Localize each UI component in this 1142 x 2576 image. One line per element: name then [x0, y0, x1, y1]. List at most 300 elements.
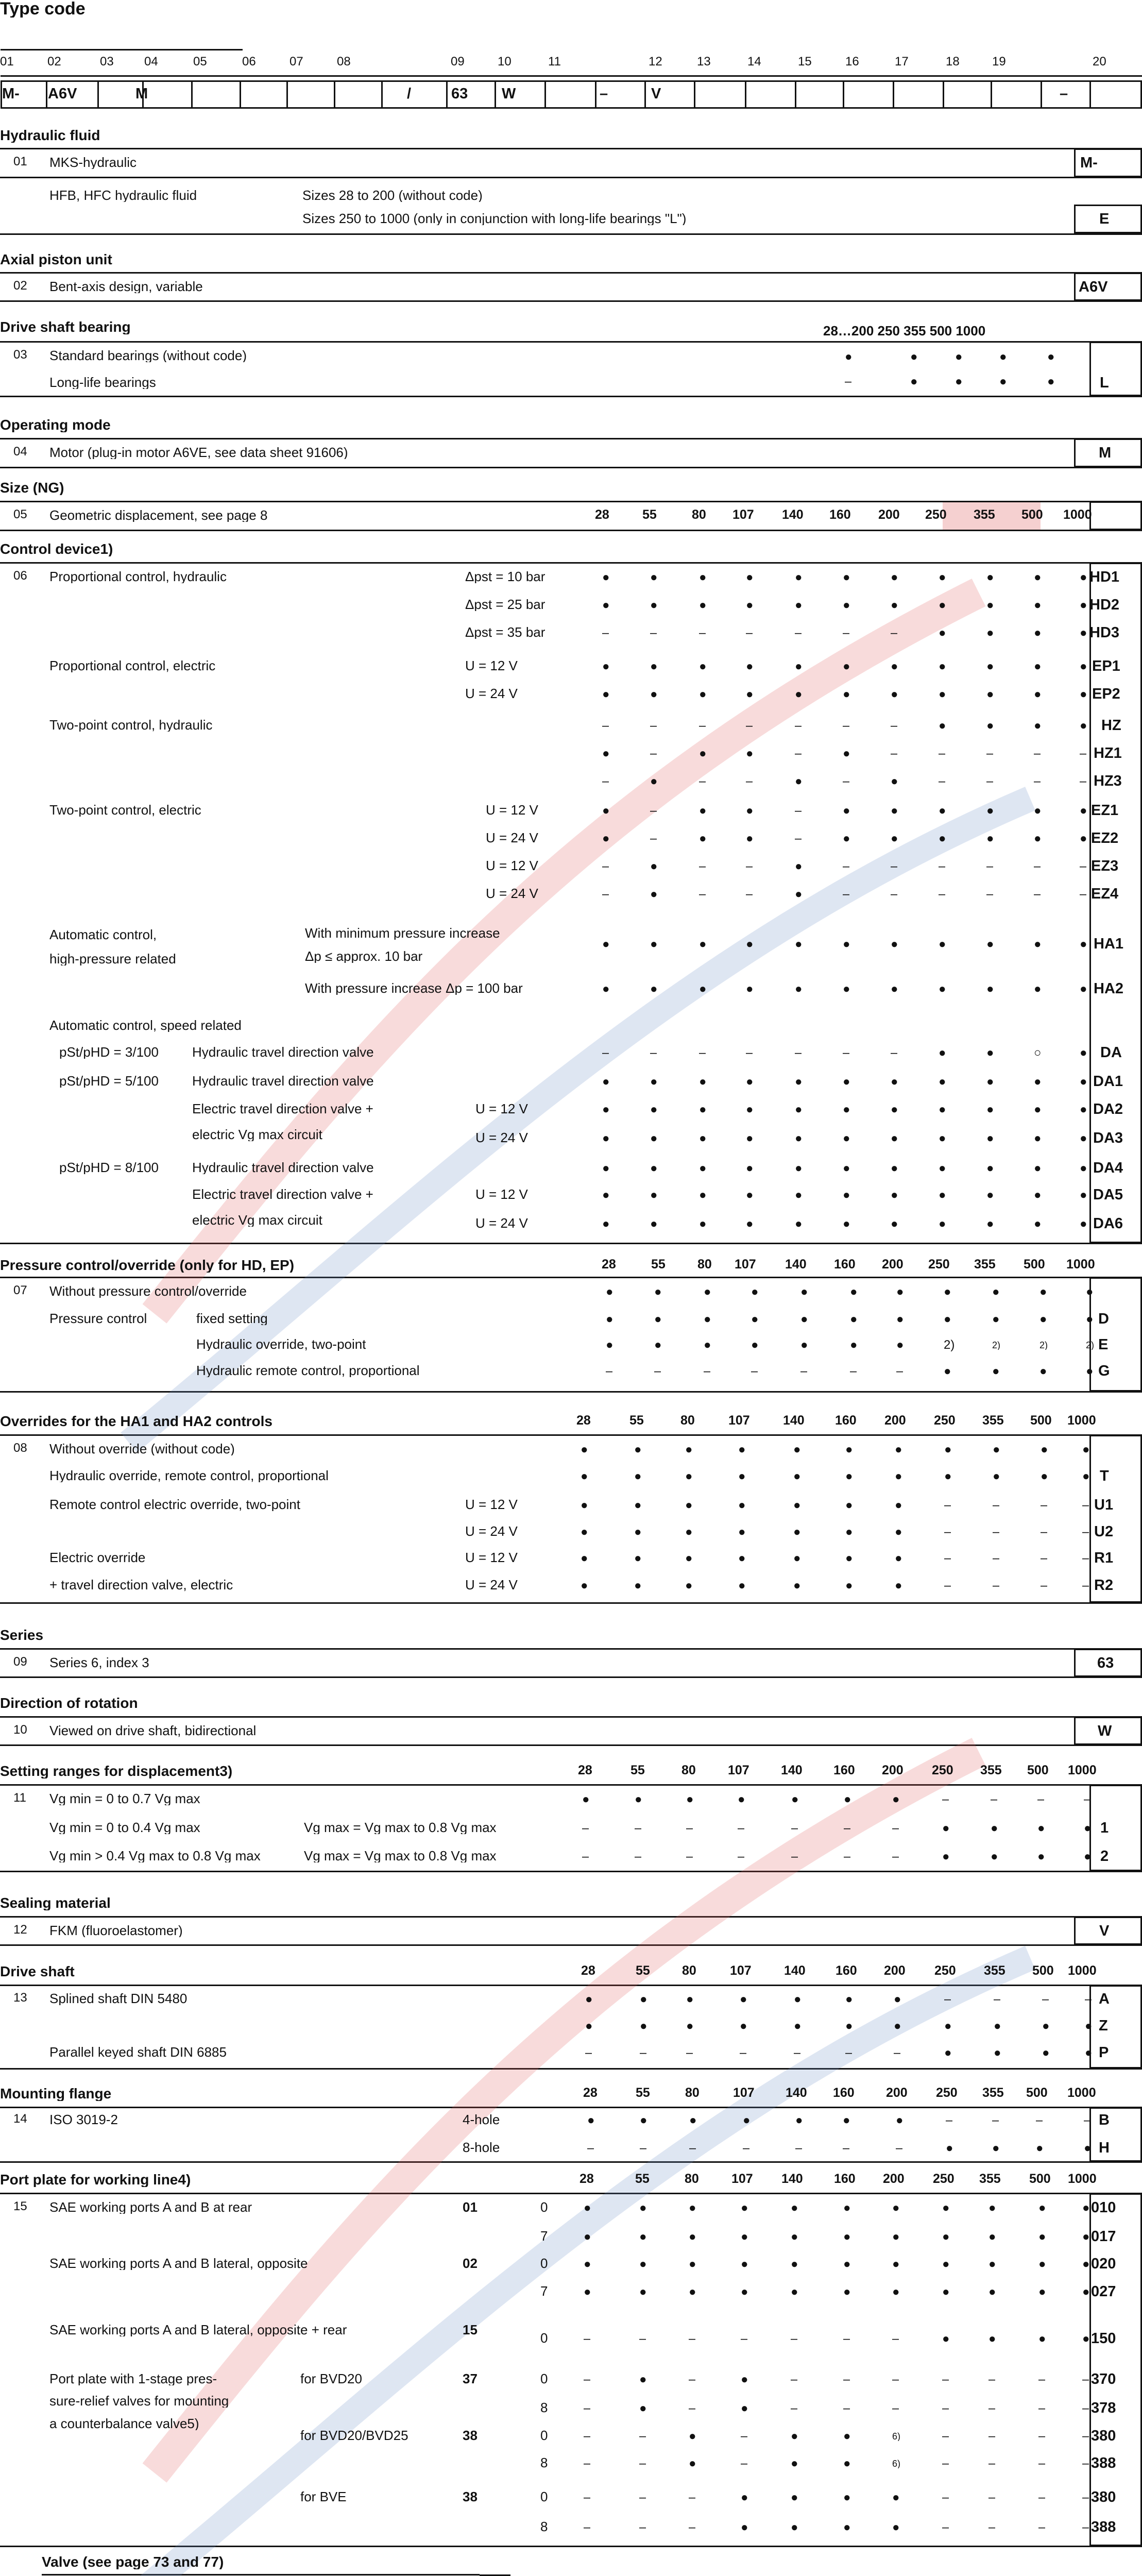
text-202: ●	[843, 833, 850, 845]
text-579: ●	[1037, 1851, 1045, 1863]
text-587: 28	[581, 1964, 595, 1977]
text-618: ●	[894, 2020, 901, 2032]
text-347: ●	[1034, 1189, 1042, 1201]
text-78: Proportional control, hydraulic	[49, 570, 227, 583]
text-805: –	[1082, 2430, 1089, 2443]
text-620: ●	[994, 2020, 1001, 2032]
text-467: U = 12 V	[465, 1498, 518, 1511]
text-578: ●	[991, 1851, 998, 1863]
text-243: ●	[795, 938, 803, 951]
text-409: ●	[896, 1339, 904, 1351]
text-254: ●	[699, 983, 707, 995]
text-79: Δpst = 10 bar	[465, 570, 546, 583]
text-72: 250	[925, 509, 947, 521]
table-rule	[1, 75, 1142, 77]
text-821: 38	[463, 2490, 478, 2503]
text-162: –	[795, 748, 802, 760]
text-730: ●	[1038, 2258, 1046, 2270]
text-787: –	[942, 2402, 949, 2415]
text-35: Sizes 28 to 200 (without code)	[302, 189, 483, 202]
text-288: ●	[939, 1076, 946, 1088]
text-354: ●	[746, 1218, 754, 1230]
text-753: –	[791, 2333, 798, 2345]
text-311: ●	[699, 1132, 707, 1145]
text-344: ●	[891, 1189, 898, 1201]
text-755: –	[892, 2333, 899, 2345]
text-804: –	[1038, 2430, 1046, 2443]
text-828: ●	[843, 2492, 851, 2504]
text-775: –	[988, 2374, 996, 2386]
text-256: ●	[795, 983, 803, 995]
text-803: –	[988, 2430, 996, 2443]
text-85: ●	[843, 571, 850, 584]
text-591: 140	[784, 1964, 806, 1977]
text-177: –	[939, 775, 946, 788]
text-668: –	[743, 2142, 750, 2155]
text-819: 388	[1091, 2456, 1116, 2471]
text-420: –	[800, 1365, 808, 1378]
text-713: ●	[942, 2231, 950, 2243]
text-464: ●	[1082, 1470, 1090, 1483]
text-513: ●	[793, 1580, 801, 1592]
text-387: ●	[1086, 1286, 1094, 1298]
text-637: Mounting flange	[0, 2087, 112, 2101]
text-682: 140	[781, 2173, 803, 2185]
text-237: With minimum pressure increase	[305, 926, 500, 940]
text-476: –	[993, 1499, 1000, 1512]
text-561: –	[844, 1822, 851, 1835]
text-653: ●	[640, 2114, 647, 2127]
text-737: ●	[741, 2286, 748, 2298]
text-823: –	[584, 2492, 591, 2504]
text-532: 80	[681, 1764, 696, 1777]
text-710: ●	[791, 2231, 798, 2243]
table-rule	[595, 80, 596, 107]
text-546: ●	[738, 1793, 745, 1806]
text-520: R2	[1094, 1578, 1114, 1593]
text-98: ●	[843, 599, 850, 612]
text-109: –	[746, 627, 753, 639]
text-483: ●	[685, 1526, 693, 1538]
text-319: ●	[1080, 1132, 1087, 1145]
text-779: 8	[540, 2401, 548, 2414]
text-175: –	[843, 775, 850, 788]
text-180: –	[1080, 775, 1087, 788]
text-203: ●	[891, 833, 898, 845]
text-685: 250	[933, 2173, 954, 2185]
text-196: U = 24 V	[486, 831, 538, 844]
text-336: electric Vg max circuit	[192, 1213, 322, 1227]
text-392: ●	[704, 1313, 711, 1326]
text-523: Series 6, index 3	[49, 1656, 149, 1669]
text-145: Two-point control, hydraulic	[49, 718, 213, 732]
text-436: 250	[934, 1414, 956, 1427]
text-410: 2)	[944, 1339, 955, 1351]
text-665: –	[587, 2142, 594, 2155]
text-217: –	[939, 860, 946, 873]
text-166: –	[986, 748, 994, 760]
text-218: –	[986, 860, 994, 873]
text-459: ●	[845, 1470, 853, 1483]
text-355: ●	[795, 1218, 803, 1230]
text-50: ●	[1047, 351, 1055, 363]
text-461: ●	[944, 1470, 952, 1483]
text-663: B	[1099, 2113, 1110, 2128]
text-62: Size (NG)	[0, 481, 64, 495]
text-69: 140	[782, 509, 804, 521]
text-227: ●	[795, 888, 803, 901]
text-264: Automatic control, speed related	[49, 1019, 242, 1032]
text-619: ●	[944, 2020, 952, 2032]
text-809: –	[639, 2458, 646, 2470]
text-781: ●	[639, 2402, 647, 2415]
text-321: pSt/pHD = 8/100	[59, 1161, 159, 1174]
text-7: 07	[289, 56, 303, 68]
text-543: ●	[582, 1793, 590, 1806]
text-714: ●	[988, 2231, 996, 2243]
text-462: ●	[993, 1470, 1000, 1483]
text-137: ●	[795, 688, 803, 701]
text-134: ●	[650, 688, 658, 701]
text-711: ●	[843, 2231, 851, 2243]
text-622: ●	[1085, 2020, 1093, 2032]
table-rule	[1, 80, 1142, 82]
text-18: 18	[946, 56, 960, 68]
text-100: ●	[939, 599, 946, 612]
text-144: EP2	[1092, 687, 1120, 702]
text-181: HZ3	[1094, 774, 1122, 789]
text-90: ●	[1080, 571, 1087, 584]
text-430: 55	[629, 1414, 644, 1427]
text-635: ●	[1085, 2047, 1093, 2059]
text-390: ●	[606, 1313, 613, 1326]
table-rule	[893, 80, 894, 107]
text-709: ●	[741, 2231, 748, 2243]
text-286: ●	[843, 1076, 850, 1088]
text-312: ●	[746, 1132, 754, 1145]
text-785: –	[843, 2402, 850, 2415]
text-501: ●	[895, 1552, 902, 1565]
text-716: ●	[1082, 2231, 1090, 2243]
text-60: Motor (plug-in motor A6VE, see data sheet 91606)	[49, 446, 348, 459]
text-262: ●	[1080, 983, 1087, 995]
text-359: ●	[986, 1218, 994, 1230]
text-725: ●	[791, 2258, 798, 2270]
text-234: EZ4	[1091, 887, 1119, 902]
text-405: ●	[704, 1339, 711, 1351]
text-223: –	[602, 888, 609, 901]
text-563: ●	[942, 1822, 950, 1835]
text-279: pSt/pHD = 5/100	[59, 1074, 159, 1088]
text-723: ●	[689, 2258, 696, 2270]
text-515: ●	[895, 1580, 902, 1592]
text-428: Overrides for the HA1 and HA2 controls	[0, 1414, 273, 1429]
text-537: 250	[932, 1764, 953, 1777]
text-171: ●	[650, 775, 658, 788]
text-449: ●	[944, 1444, 952, 1456]
text-114: ●	[986, 627, 994, 639]
text-49: ●	[999, 351, 1007, 363]
text-252: ●	[602, 983, 610, 995]
text-595: 355	[984, 1964, 1005, 1977]
text-433: 140	[783, 1414, 805, 1427]
text-606: ●	[894, 1993, 901, 2006]
text-548: ●	[844, 1793, 851, 1806]
text-393: ●	[751, 1313, 759, 1326]
text-703: ●	[1082, 2202, 1090, 2214]
text-679: 55	[635, 2173, 650, 2185]
text-826: ●	[741, 2492, 748, 2504]
text-762: sure-relief valves for mounting	[49, 2394, 229, 2408]
text-654: ●	[689, 2114, 697, 2127]
text-2: 02	[47, 56, 61, 68]
text-216: –	[891, 860, 898, 873]
text-176: ●	[891, 775, 898, 788]
text-261: ●	[1034, 983, 1042, 995]
text-280: Hydraulic travel direction valve	[192, 1074, 374, 1088]
table-rule	[1041, 80, 1042, 107]
text-53: ●	[910, 376, 918, 388]
text-795: –	[584, 2430, 591, 2443]
text-680: 80	[685, 2173, 699, 2185]
text-740: ●	[892, 2286, 900, 2298]
text-307: DA2	[1093, 1102, 1123, 1117]
text-273: –	[891, 1047, 898, 1059]
text-746: SAE working ports A and B lateral, opposite + rear	[49, 2323, 347, 2336]
text-463: ●	[1041, 1470, 1048, 1483]
text-841: ●	[843, 2521, 851, 2534]
text-815: –	[942, 2458, 949, 2470]
text-383: ●	[896, 1286, 904, 1298]
text-127: ●	[939, 660, 946, 673]
text-132: U = 24 V	[465, 687, 518, 700]
text-810: ●	[689, 2458, 696, 2470]
text-119: U = 12 V	[465, 659, 518, 672]
text-586: Drive shaft	[0, 1964, 75, 1979]
text-343: ●	[843, 1189, 850, 1201]
text-30: Hydraulic fluid	[0, 128, 100, 143]
text-66: 55	[642, 509, 657, 521]
text-12: 12	[649, 56, 662, 68]
text-135: ●	[699, 688, 707, 701]
text-832: –	[1038, 2492, 1046, 2504]
text-778: 370	[1091, 2372, 1116, 2387]
text-143: ●	[1080, 688, 1087, 701]
text-329: ●	[891, 1162, 898, 1175]
text-728: ●	[942, 2258, 950, 2270]
table-rule	[240, 80, 241, 107]
text-296: ●	[602, 1104, 610, 1116]
text-764: for BVD20	[300, 2372, 362, 2385]
text-687: 500	[1029, 2173, 1051, 2185]
text-250: HA1	[1094, 937, 1124, 952]
text-446: ●	[793, 1444, 801, 1456]
text-245: ●	[891, 938, 898, 951]
text-333: ●	[1080, 1162, 1087, 1175]
text-788: –	[988, 2402, 996, 2415]
text-303: ●	[939, 1104, 946, 1116]
text-748: 0	[540, 2331, 548, 2345]
text-51: Long-life bearings	[49, 376, 156, 389]
text-160: ●	[699, 748, 707, 760]
text-743: ●	[1038, 2286, 1046, 2298]
text-634: ●	[1042, 2047, 1050, 2059]
text-81: ●	[650, 571, 658, 584]
text-760: 150	[1091, 2331, 1116, 2346]
text-699: ●	[892, 2202, 900, 2214]
text-266: Hydraulic travel direction valve	[192, 1045, 374, 1059]
text-511: ●	[685, 1580, 693, 1592]
text-448: ●	[895, 1444, 902, 1456]
text-482: ●	[634, 1526, 642, 1538]
text-391: ●	[654, 1313, 662, 1326]
text-678: 28	[579, 2173, 594, 2185]
text-575: –	[844, 1851, 851, 1863]
text-490: –	[1041, 1526, 1048, 1538]
text-534: 140	[781, 1764, 803, 1777]
text-297: ●	[650, 1104, 658, 1116]
text-657: ●	[843, 2114, 850, 2127]
text-597: 1000	[1068, 1964, 1097, 1977]
text-281: ●	[602, 1076, 610, 1088]
table-rule	[191, 80, 193, 107]
text-549: ●	[892, 1793, 900, 1806]
text-507: + travel direction valve, electric	[49, 1578, 233, 1591]
table-rule	[991, 80, 992, 107]
text-380: ●	[751, 1286, 759, 1298]
table-rule	[46, 80, 47, 107]
text-356: ●	[843, 1218, 850, 1230]
text-318: ●	[1034, 1132, 1042, 1145]
text-408: ●	[850, 1339, 858, 1351]
text-97: ●	[795, 599, 803, 612]
text-731: ●	[1082, 2258, 1090, 2270]
text-39: 02	[13, 280, 27, 292]
text-364: 28	[602, 1258, 616, 1271]
text-661: –	[1036, 2114, 1043, 2127]
table-rule	[0, 300, 1142, 302]
text-487: ●	[895, 1526, 902, 1538]
text-729: ●	[988, 2258, 996, 2270]
table-rule	[0, 341, 1142, 343]
text-677: Port plate for working line4)	[0, 2173, 191, 2187]
text-612: ●	[585, 2020, 593, 2032]
text-0: Type code	[0, 0, 86, 18]
text-615: ●	[740, 2020, 747, 2032]
text-648: 1000	[1067, 2087, 1096, 2099]
text-589: 80	[682, 1964, 696, 1977]
table-rule	[0, 148, 1142, 149]
text-123: ●	[746, 660, 754, 673]
text-712: ●	[892, 2231, 900, 2243]
text-41: A6V	[1079, 280, 1108, 295]
text-506: R1	[1094, 1551, 1114, 1566]
text-58: Operating mode	[0, 418, 111, 432]
text-560: –	[791, 1822, 798, 1835]
text-308: U = 24 V	[475, 1131, 528, 1144]
text-24: /	[407, 87, 412, 101]
text-588: 55	[636, 1964, 650, 1977]
text-556: –	[582, 1822, 589, 1835]
text-330: ●	[939, 1162, 946, 1175]
text-660: –	[992, 2114, 999, 2127]
text-142: ●	[1034, 688, 1042, 701]
text-632: ●	[944, 2047, 952, 2059]
text-786: –	[892, 2402, 899, 2415]
text-229: –	[891, 888, 898, 901]
text-381: ●	[800, 1286, 808, 1298]
text-453: Hydraulic override, remote control, proportional	[49, 1469, 329, 1482]
text-302: ●	[891, 1104, 898, 1116]
text-64: Geometric displacement, see page 8	[49, 509, 268, 522]
text-21: M-	[2, 87, 20, 101]
text-738: ●	[791, 2286, 798, 2298]
text-584: FKM (fluoroelastomer)	[49, 1924, 183, 1937]
text-374: 1000	[1066, 1258, 1095, 1271]
text-736: ●	[689, 2286, 696, 2298]
text-429: 28	[576, 1414, 591, 1427]
text-558: –	[686, 1822, 693, 1835]
text-465: T	[1100, 1469, 1109, 1484]
text-73: 355	[974, 509, 995, 521]
text-291: ●	[1080, 1076, 1087, 1088]
text-251: With pressure increase Δp = 100 bar	[305, 981, 523, 995]
text-700: ●	[942, 2202, 950, 2214]
text-225: –	[699, 888, 706, 901]
text-598: 13	[13, 1992, 27, 2004]
text-674: ●	[1036, 2142, 1044, 2155]
text-691: 01	[463, 2200, 478, 2214]
text-421: –	[850, 1365, 857, 1378]
text-732: 020	[1091, 2257, 1116, 2272]
text-274: ●	[939, 1047, 946, 1059]
text-776: –	[1038, 2374, 1046, 2386]
text-275: ●	[986, 1047, 994, 1059]
table-rule	[446, 80, 448, 107]
text-621: ●	[1042, 2020, 1050, 2032]
text-842: ●	[892, 2521, 900, 2534]
text-642: 140	[786, 2087, 807, 2099]
text-434: 160	[835, 1414, 857, 1427]
text-493: Electric override	[49, 1551, 146, 1564]
text-480: U = 24 V	[465, 1524, 518, 1538]
text-376: Without pressure control/override	[49, 1284, 247, 1298]
text-129: ●	[1034, 660, 1042, 673]
text-441: Without override (without code)	[49, 1442, 235, 1455]
text-585: V	[1099, 1924, 1110, 1939]
text-332: ●	[1034, 1162, 1042, 1175]
text-139: ●	[891, 688, 898, 701]
text-219: –	[1034, 860, 1041, 873]
text-717: 017	[1091, 2229, 1116, 2244]
text-157: HZ	[1101, 718, 1121, 733]
text-773: –	[892, 2374, 899, 2386]
text-412: 2)	[1039, 1341, 1048, 1350]
text-624: Parallel keyed shaft DIN 6885	[49, 2045, 227, 2059]
text-820: for BVE	[300, 2490, 347, 2503]
text-559: –	[738, 1822, 745, 1835]
text-727: ●	[892, 2258, 900, 2270]
text-6: 06	[242, 56, 256, 68]
text-806: 380	[1091, 2429, 1116, 2444]
text-570: –	[582, 1851, 589, 1863]
text-82: ●	[699, 571, 707, 584]
text-340: ●	[699, 1189, 707, 1201]
text-750: –	[639, 2333, 646, 2345]
text-440: 08	[13, 1442, 27, 1454]
text-363: Pressure control/override (only for HD, EP)	[0, 1258, 295, 1273]
text-631: –	[894, 2047, 901, 2059]
